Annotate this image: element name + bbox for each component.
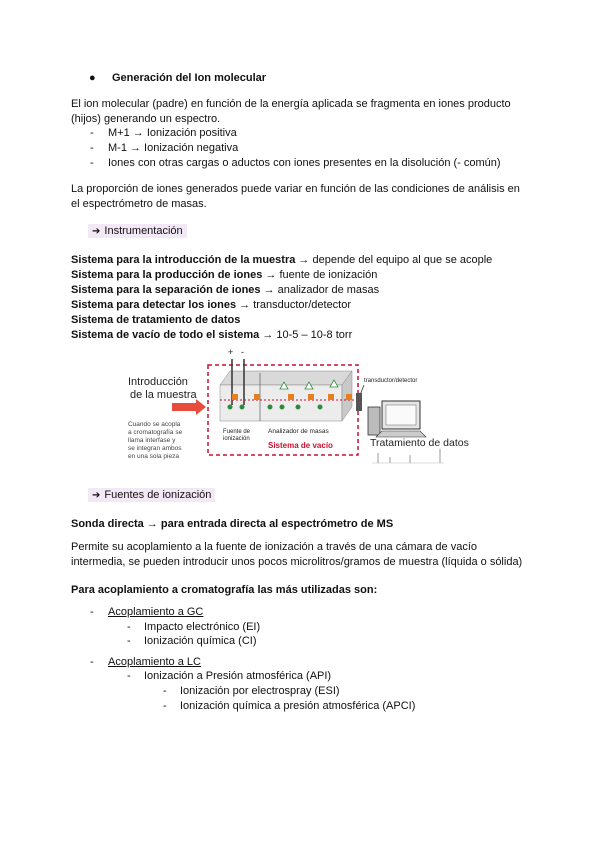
arrow-icon: ➔	[92, 226, 101, 237]
ion	[308, 394, 314, 400]
highlight-fuentes	[88, 488, 215, 502]
lc-heading: Acoplamiento a LC	[108, 656, 201, 668]
instrument-row: Sistema de tratamiento de datos	[71, 314, 241, 326]
paragraph-line: Permite su acoplamiento a la fuente de ionización a través de una cámara de vacío	[71, 541, 478, 553]
highlight-instrumentacion	[88, 224, 187, 238]
list-dash: -	[90, 656, 94, 668]
instrument-row: Sistema para detectar los iones → transductor/detector	[71, 299, 352, 311]
paragraph-line: El ion molecular (padre) en función de la energía aplicada se fragmenta en iones producto	[71, 98, 511, 110]
analizador-label: Analizador de masas	[268, 428, 329, 435]
list-item: Ionización a Presión atmosférica (API)	[144, 670, 332, 682]
list-item: Iones con otras cargas o aductos con iones presentes en la disolución (- común)	[108, 157, 501, 169]
intro-arrow-icon	[172, 399, 206, 415]
instrumentacion-label: Instrumentación	[104, 225, 183, 237]
list-dash: -	[90, 157, 94, 169]
note-line: a cromatografía se	[128, 429, 183, 436]
section-heading-ion-molecular: Generación del Ion molecular	[112, 72, 267, 84]
list-item: Impacto electrónico (EI)	[144, 621, 261, 633]
instrument-row: Sistema para la introducción de la muestra → depende del equipo al que se acople	[71, 254, 493, 266]
note-line: se integran ambos	[128, 445, 182, 452]
note-line: en una sola pieza	[128, 453, 179, 460]
intro-label: de la muestra	[130, 389, 197, 401]
list-item: M+1 → Ionización positiva	[108, 127, 237, 139]
instrument-row: Sistema para la separación de iones → analizador de masas	[71, 284, 380, 296]
detector-label: transductor/detector	[364, 378, 418, 384]
note-line: llama interfase y	[128, 437, 176, 444]
gc-heading: Acoplamiento a GC	[108, 606, 204, 618]
tower-icon	[368, 407, 380, 435]
list-dash: -	[163, 685, 167, 697]
ion	[288, 394, 294, 400]
plus-label: +	[228, 347, 234, 357]
mass-spectrometer-diagram	[120, 345, 480, 470]
instrument-row: Sistema para la producción de iones → fuente de ionización	[71, 269, 378, 281]
list-item: Ionización química (CI)	[144, 635, 257, 647]
fuentes-label: Fuentes de ionización	[104, 489, 212, 501]
cromato-heading: Para acoplamiento a cromatografía las más utilizadas son:	[71, 584, 378, 596]
paragraph-line: (hijos) generando un espectro.	[71, 113, 221, 125]
tratamiento-label: Tratamiento de datos	[370, 437, 469, 449]
list-dash: -	[127, 670, 131, 682]
ion	[254, 394, 260, 400]
sonda-heading: Sonda directa → para entrada directa al espectrómetro de MS	[71, 518, 394, 530]
bullet: ●	[89, 72, 96, 84]
minus-label: -	[241, 347, 244, 357]
list-item: Ionización por electrospray (ESI)	[180, 685, 340, 697]
paragraph-line: La proporción de iones generados puede variar en función de las condiciones de análisis en	[71, 183, 520, 195]
vacio-label: Sistema de vacío	[268, 441, 333, 450]
ion	[346, 394, 352, 400]
list-dash: -	[163, 700, 167, 712]
note-line: Cuando se acopla	[128, 421, 181, 428]
list-item: Ionización química a presión atmosférica (APCI)	[180, 700, 416, 712]
instrument-row: Sistema de vacío de todo el sistema → 10-5 – 10-8 torr	[71, 329, 353, 341]
fuente-label: Fuente de	[223, 429, 251, 435]
list-dash: -	[90, 127, 94, 139]
list-dash: -	[127, 635, 131, 647]
paragraph-line: el espectrómetro de masas.	[71, 198, 207, 210]
ion	[232, 394, 238, 400]
analyzer-front	[220, 385, 342, 421]
list-dash: -	[90, 142, 94, 154]
fuente-label: ionización	[223, 436, 250, 442]
arrow-icon: ➔	[92, 490, 101, 501]
paragraph-line: intermedia, se pueden introducir unos pocos microlitros/gramos de muestra (líquida o sólida)	[71, 556, 523, 568]
list-dash: -	[127, 621, 131, 633]
ion	[328, 394, 334, 400]
list-item: M-1 → Ionización negativa	[108, 142, 239, 154]
list-dash: -	[90, 606, 94, 618]
intro-label: Introducción	[128, 376, 188, 388]
